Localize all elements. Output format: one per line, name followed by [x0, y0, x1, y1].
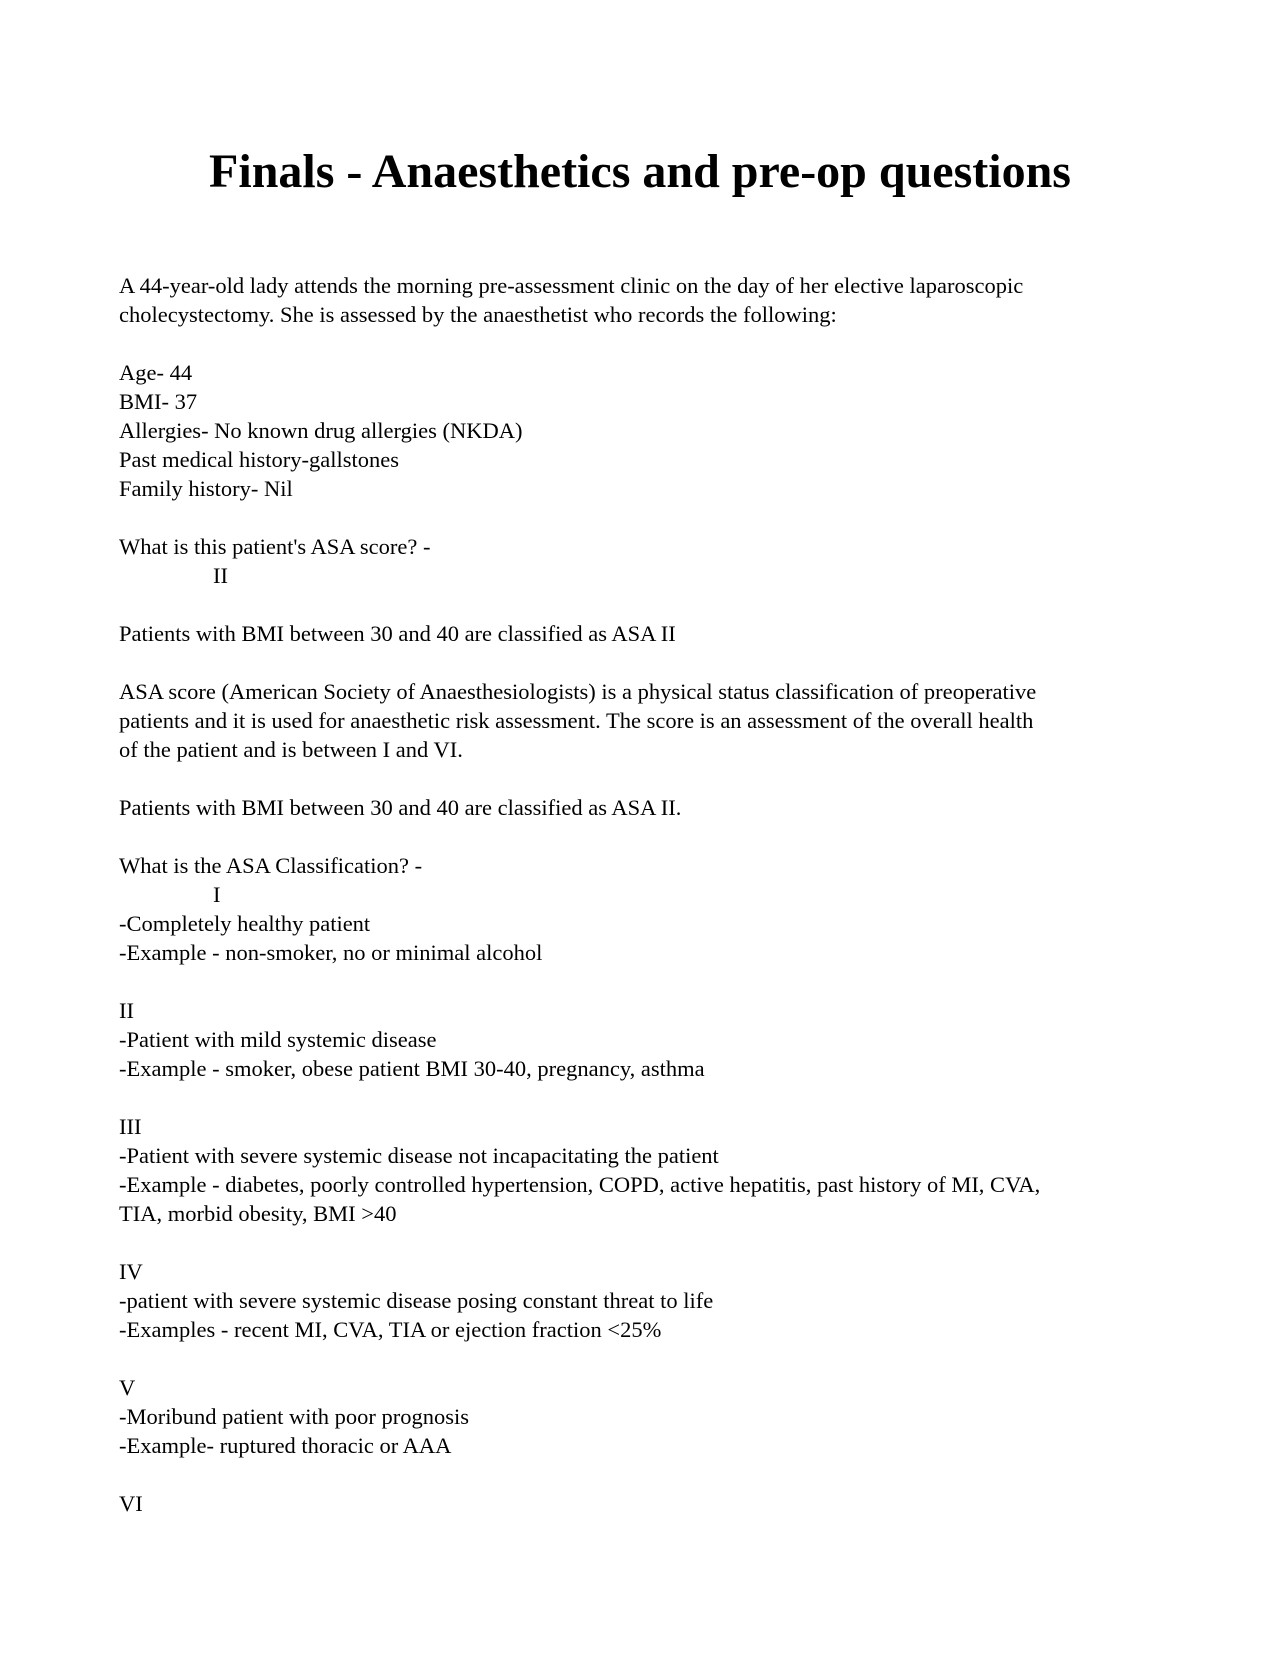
intro-line: cholecystectomy. She is assessed by the anaesthetist who records the following:: [119, 302, 837, 327]
asa-grade-label: V: [119, 1375, 136, 1400]
record-allergies: Allergies- No known drug allergies (NKDA): [119, 418, 523, 443]
asa-grade-line: -Example - diabetes, poorly controlled hypertension, COPD, active hepatitis, past history of MI, CVA,: [119, 1172, 1041, 1197]
asa-grade-line: -Moribund patient with poor prognosis: [119, 1404, 469, 1429]
asa-grade-label: VI: [119, 1491, 143, 1516]
explanation-line: Patients with BMI between 30 and 40 are classified as ASA II.: [119, 795, 682, 820]
explanation-line: ASA score (American Society of Anaesthesiologists) is a physical status classification of preoperative: [119, 679, 1037, 704]
document-body: [119, 271, 1169, 1518]
asa-grade-line: -Example- ruptured thoracic or AAA: [119, 1433, 452, 1458]
intro-line: A 44-year-old lady attends the morning pre-assessment clinic on the day of her elective laparoscopic: [119, 273, 1024, 298]
answer-asa-score: II: [213, 563, 228, 588]
asa-grade-line: -Example - non-smoker, no or minimal alcohol: [119, 940, 543, 965]
record-family-history: Family history- Nil: [119, 476, 293, 501]
asa-grade-label: I: [213, 882, 221, 907]
page-title: Finals - Anaesthetics and pre-op questions: [209, 145, 1071, 198]
explanation-line: Patients with BMI between 30 and 40 are classified as ASA II: [119, 621, 676, 646]
asa-grade-line: -Examples - recent MI, CVA, TIA or ejection fraction <25%: [119, 1317, 662, 1342]
asa-grade-line: TIA, morbid obesity, BMI >40: [119, 1201, 397, 1226]
question-asa-score: What is this patient's ASA score? -: [119, 534, 431, 559]
record-age: Age- 44: [119, 360, 193, 385]
asa-grade-line: -Completely healthy patient: [119, 911, 371, 936]
record-past-history: Past medical history-gallstones: [119, 447, 399, 472]
asa-grade-label: III: [119, 1114, 142, 1139]
explanation-line: patients and it is used for anaesthetic risk assessment. The score is an assessment of the overall health: [119, 708, 1034, 733]
question-asa-classification: What is the ASA Classification? -: [119, 853, 423, 878]
asa-grade-line: -Example - smoker, obese patient BMI 30-40, pregnancy, asthma: [119, 1056, 705, 1081]
explanation-line: of the patient and is between I and VI.: [119, 737, 463, 762]
asa-grade-line: -patient with severe systemic disease posing constant threat to life: [119, 1288, 714, 1313]
asa-grade-line: -Patient with mild systemic disease: [119, 1027, 437, 1052]
record-bmi: BMI- 37: [119, 389, 198, 414]
asa-grade-label: II: [119, 998, 134, 1023]
asa-grade-label: IV: [119, 1259, 143, 1284]
asa-grade-line: -Patient with severe systemic disease not incapacitating the patient: [119, 1143, 719, 1168]
